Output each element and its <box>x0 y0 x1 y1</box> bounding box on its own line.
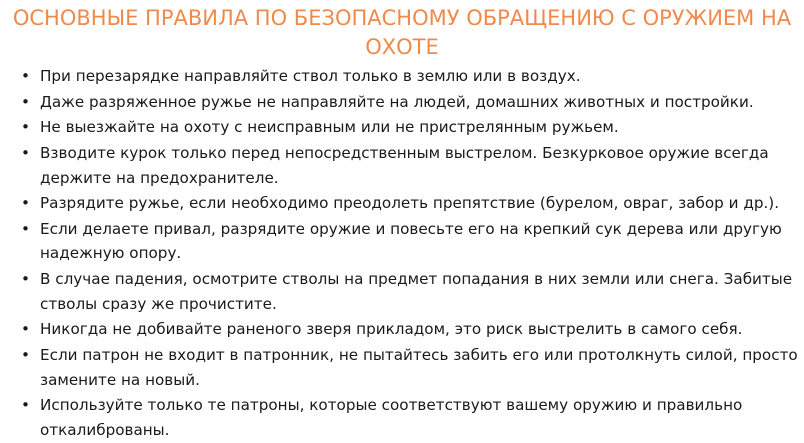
rule-text: Даже разряженное ружье не направляйте на людей, домашних животных и постройки. <box>40 92 754 111</box>
bullet-icon: • <box>21 396 30 415</box>
rule-text: Используйте только те патроны, которые соответствуют вашему оружию и правильно откалиброваны. <box>40 396 743 439</box>
list-item <box>20 90 800 115</box>
bullet-icon: • <box>21 144 30 163</box>
rules-list <box>20 64 800 443</box>
list-item <box>20 393 800 442</box>
rule-text: При перезарядке направляйте ствол только в землю или в воздух. <box>40 67 581 85</box>
bullet-icon: • <box>21 92 30 111</box>
rule-text: Не выезжайте на охоту с неисправным или не пристрелянным ружьем. <box>40 118 619 137</box>
bullet-icon: • <box>21 194 30 213</box>
list-item <box>20 343 800 392</box>
rule-text: Взводите курок только перед непосредственным выстрелом. Безкурковое оружие всегда держите на предохранителе. <box>40 144 769 187</box>
bullet-icon: • <box>21 320 30 339</box>
list-item <box>20 191 800 216</box>
bullet-icon: • <box>21 118 30 137</box>
document-title: ОСНОВНЫЕ ПРАВИЛА ПО БЕЗОПАСНОМУ ОБРАЩЕНИЮ С ОРУЖИЕМ НА ОХОТЕ <box>12 6 792 59</box>
list-item <box>20 64 800 89</box>
list-item <box>20 141 800 190</box>
bullet-icon: • <box>21 219 30 238</box>
rule-text: Никогда не добивайте раненого зверя прикладом, это риск выстрелить в самого себя. <box>40 320 743 339</box>
list-item <box>20 267 800 316</box>
bullet-icon: • <box>21 346 30 364</box>
list-item <box>20 115 800 140</box>
rule-text: Если делаете привал, разрядите оружие и повесьте его на крепкий сук дерева или другую надежную опору. <box>40 219 782 263</box>
bullet-icon: • <box>21 67 30 85</box>
rule-text: Если патрон не входит в патронник, не пытайтесь забить его или протолкнуть силой, просто замените на новый. <box>40 346 798 389</box>
bullet-icon: • <box>21 270 30 289</box>
list-item <box>20 317 800 342</box>
list-item <box>20 217 800 266</box>
rule-text: Разрядите ружье, если необходимо преодолеть препятствие (бурелом, овраг, забор и др.). <box>40 194 780 213</box>
rule-text: В случае падения, осмотрите стволы на предмет попадания в них земли или снега. Забитые стволы сразу же прочистите. <box>40 270 793 313</box>
